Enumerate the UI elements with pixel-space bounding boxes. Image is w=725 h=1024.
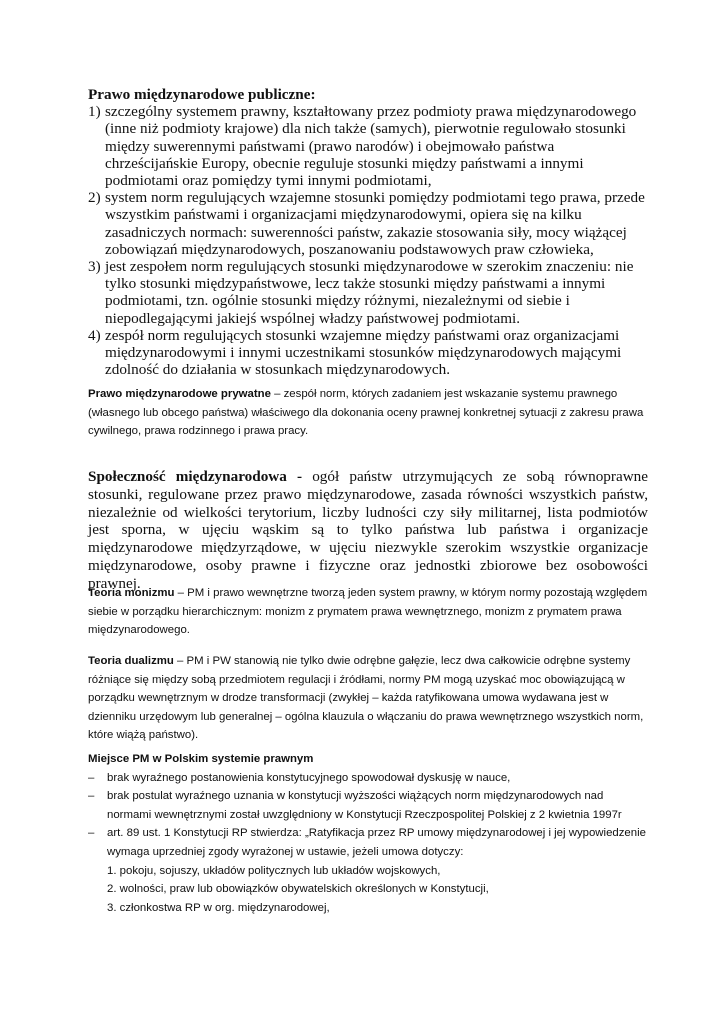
item-number: 1) [88,103,101,121]
dash-bullet: – [88,790,95,803]
definition-text: ogół państw utrzymujących ze sobą równoprawne stosunki, regulowane przez prawo międzynarodowe, zasada równości wszystkich państw, niezależnie od wielkości terytorium, liczby ludności czy siły militarnej, lista podmiotów jest sporna, w ujęciu wąskim są to tylko państwa lub państwa i organizacje międzynarodowe międzyrządowe, w ujęciu niezwykle szerokim wszystkie organizacje międzynarodowe, osoby prawne i fizyczne oraz jednostki zbiorowe bez osobowości prawnej. [88,468,648,592]
term-label: Teoria dualizmu [88,655,174,667]
item-text: szczególny systemem prawny, kształtowany przez podmioty prawa międzynarodowego (inne niż podmioty krajowe) dla nich także (samych), pierwotnie regulowało stosunki między suwerennymi państwami (prawo narodów) i obejmowało państwa chrześcijańskie Europy, obecnie reguluje stosunki między państwami a innymi podmiotami oraz pomiędzy tymi innymi podmiotami, [105,103,637,190]
dash-bullet: – [88,771,95,784]
section-title: Miejsce PM w Polskim systemie prawnym [88,753,314,765]
definition-text: – zespół norm, których zadaniem jest wskazanie systemu prawnego (własnego lub obcego państwa) właściwego dla dokonania oceny prawnej konkretnej sytuacji z zakresu prawa cywilnego, prawa rodzinnego i prawa pracy. [88,388,644,438]
section-monism-theory [88,584,648,640]
definition-text: – PM i prawo wewnętrzne tworzą jeden system prawny, w którym normy pozostają względem siebie w porządku hierarchicznym: monizm z prymatem prawa wewnętrznego, monizm z prymatem prawa międzynarodowego. [88,587,648,637]
list-item [88,824,648,917]
item-text: zespół norm regulujących stosunki wzajemne między państwami oraz organizacjami międzynarodowymi i innymi uczestnikami stosunków międzynarodowych mającymi zdolność do działania w stosunkach międzynarodowych. [105,326,622,379]
list-item [88,769,648,788]
definition-list [88,103,648,378]
item-text: brak wyraźnego postanowienia konstytucyjnego spowodował dyskusję w nauce, [107,771,511,784]
sub-item: 3. członkostwa RP w org. międzynarodowej, [107,901,330,914]
item-number: 3) [88,258,101,276]
item-text: system norm regulujących wzajemne stosunki pomiędzy podmiotami tego prawa, przede wszystkim państwami i organizacjami międzynarodowymi, opiera się na kilku zasadniczych normach: suwerenności państw, zakazie stosowania siły, mocy wiążącej zobowiązań międzynarodowych, poszanowaniu podstawowych praw człowieka, [105,189,645,258]
section-pm-in-polish-legal-system [88,750,648,917]
definition-text: – PM i PW stanowią nie tylko dwie odrębne gałęzie, lecz dwa całkowicie odrębne systemy różniące się między sobą przedmiotem regulacji i źródłami, normy PM mogą uzyskać moc obowiązującą w porządku wewnętrznym w drodze transformacji (zwykłej – każda ratyfikowana umowa wydawana jest w dzienniku urzędowym lub generalnej – ogólna klauzula o włączaniu do prawa wewnętrznego wszystkich norm, które wiążą państwo). [88,655,644,742]
section-public-international-law [88,86,648,378]
list-item [88,787,648,824]
item-number: 4) [88,326,101,344]
item-text: art. 89 ust. 1 Konstytucji RP stwierdza: „Ratyfikacja przez RP umowy międzynarodowej i jej wypowiedzenie wymaga uprzedniej zgody wyrażonej w ustawie, jeżeli umowa dotyczy: [107,827,646,858]
list-item [88,327,648,379]
section-private-international-law [88,385,648,441]
term-label: Społeczność międzynarodowa - [88,468,303,485]
list-item [88,258,648,327]
section-dualism-theory [88,652,648,745]
section-title: Prawo międzynarodowe publiczne: [88,86,316,103]
item-text: brak postulat wyraźnego uznania w konstytucji wyższości wiążących norm międzynarodowych nad normami wewnętrznymi został uwzględniony w Konstytucji Rzeczpospolitej Polskiej z 2 kwietnia 1997r [107,790,622,821]
dash-list [88,769,648,918]
term-label: Teoria monizmu [88,587,175,599]
list-item [88,189,648,258]
item-number: 2) [88,189,101,207]
sub-item: 2. wolności, praw lub obowiązków obywatelskich określonych w Konstytucji, [107,883,489,896]
term-label: Prawo międzynarodowe prywatne [88,388,271,400]
dash-bullet: – [88,827,95,840]
list-item [88,103,648,189]
item-text: jest zespołem norm regulujących stosunki międzynarodowe w szerokim znaczeniu: nie tylko stosunki międzypaństwowe, lecz także stosunki między państwami a innymi podmiotami, tzn. ogólnie stosunki między różnymi, niezależnymi od siebie i niepodlegającymi jakiejś wspólnej władzy państwowej podmiotami. [105,258,634,327]
section-international-community [88,468,648,593]
sub-item: 1. pokoju, sojuszy, układów politycznych lub układów wojskowych, [107,864,441,877]
